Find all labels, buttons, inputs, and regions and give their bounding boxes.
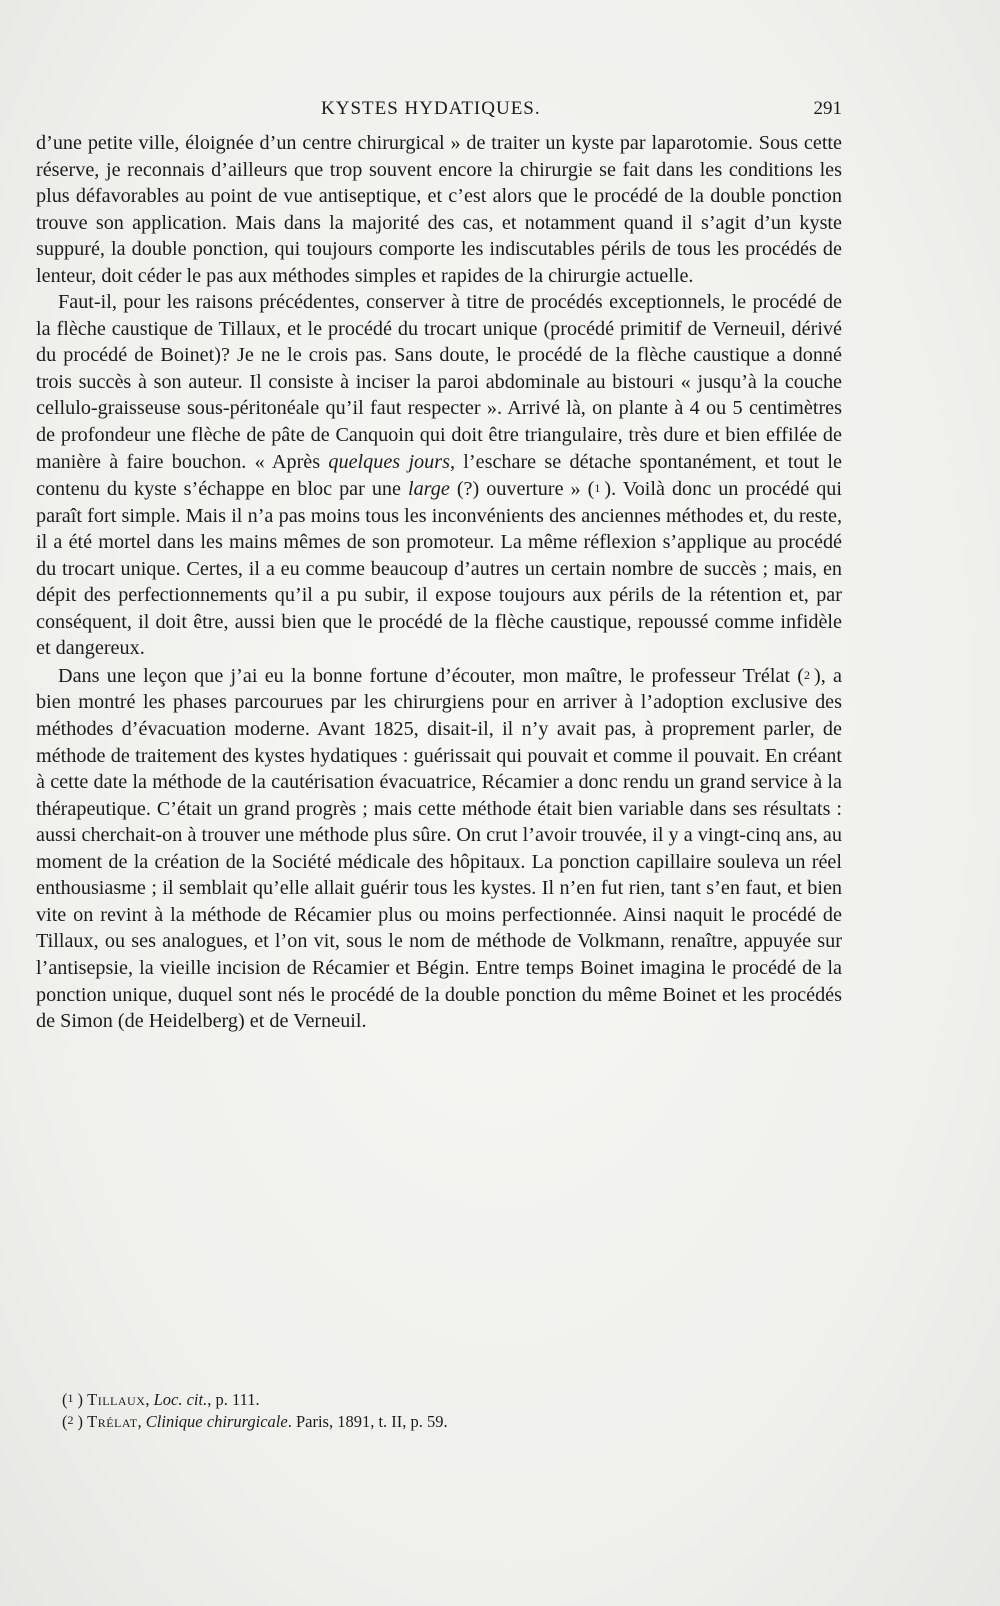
paragraph-2 (36, 289, 842, 662)
footnote-source: Loc. cit. (153, 1390, 208, 1409)
page-header (36, 98, 842, 128)
running-head: KYSTES HYDATIQUES. (321, 98, 541, 119)
paragraph-1 (36, 130, 842, 289)
footnote-1: ($^1$ ) Tillaux, Loc. cit., p. 111. (62, 1390, 260, 1409)
paragraph-text: ), a bien montré les phases parcourues par les chirurgiens pour en arriver à l’adoption exclusive des méthodes d’évacuation moderne. Avant 1825, disait-il, il n’y avait pas, à proprement parler, de méthode de traitement des kystes hydatiques : guérissait qui pouvait et comme il pouvait. En créant à cette date la méthode de la cautérisation évacuatrice, Récamier a donc rendu un grand service à la thérapeutique. C’était un grand progrès ; mais cette méthode était bien variable dans ses résultats : aussi cherchait-on à trouver une méthode plus sûre. On crut l’avoir trouvée, il y a vingt-cinq ans, au moment de la création de la Société médicale des hôpitaux. La ponction capillaire souleva un réel enthousiasme ; il semblait qu’elle allait guérir tous les kystes. Il n’en fut rien, tant s’en faut, et bien vite on revint à la méthode de Récamier plus ou moins perfectionnée. Ainsi naquit le procédé de Tillaux, ou ses analogues, et l’on vit, sous le nom de méthode de Volkmann, renaître, appuyée sur l’antisepsie, la vieille incision de Récamier et Bégin. Entre temps Boinet imagina le procédé de la ponction unique, duquel sont nés le procédé de la double ponction du même Boinet et les procédés de Simon (de Heidelberg) et de Verneuil. (36, 664, 842, 1033)
italic-text: large (407, 478, 450, 501)
paragraph-text: d’une petite ville, éloignée d’un centre chirurgical » de traiter un kyste par laparotomie. Sous cette réserve, je reconnais d’ailleurs que trop souvent encore la chirurgie se fait dans les conditions les plus défavorables au point de vue antiseptique, et c’est alors que le procédé de la double ponction trouve son application. Mais dans la majorité des cas, et notamment quand il s’agit d’un kyste suppuré, la double ponction, qui toujours comporte les indiscutables périls de tous les procédés de lenteur, doit céder le pas aux méthodes simples et rapides de la chirurgie actuelle. (36, 132, 842, 287)
footnote-author: Tillaux (87, 1390, 146, 1409)
footnote-reference: 1 (594, 481, 601, 496)
paragraph-text: ). Voilà donc un procédé qui paraît fort simple. Mais il n’a pas moins tous les inconvénients des anciennes méthodes et, du reste, il a été mortel dans les mains mêmes de son promoteur. La même réflexion s’applique au procédé du trocart unique. Certes, il a eu comme beaucoup d’autres un certain nombre de succès ; mais, en dépit des perfectionnements qu’il a pu subir, il expose toujours aux périls de la rétention et, par conséquent, il doit être, aussi bien que le procédé de la flèche caustique, repoussé comme infidèle et dangereux. (36, 478, 843, 660)
paragraph-3 (36, 662, 842, 1035)
footnote-source: Clinique chirurgicale (145, 1412, 288, 1431)
footnote-author: Trélat (87, 1412, 138, 1431)
italic-text: quelques jours (328, 450, 450, 473)
footnotes (62, 1388, 822, 1432)
paragraph-text: Faut-il, pour les raisons précédentes, conserver à titre de procédés exceptionnels, le procédé de la flèche caustique de Tillaux, et le procédé du trocart unique (procédé primitif de Verneuil, dérivé du procédé de Boinet)? Je ne le crois pas. Sans doute, le procédé de la flèche caustique a donné trois succès à son auteur. Il consiste à inciser la paroi abdominale au bistouri « jusqu’à la couche cellulo-graisseuse sous-péritonéale qu’il faut respecter ». Arrivé là, on plante à 4 ou 5 centimètres de profondeur une flèche de pâte de Canquoin qui doit être triangulaire, très dure et bien effilée de manière à faire bouchon. « Après (36, 291, 842, 473)
paragraph-text: , l’eschare se détache spontanément, et tout le contenu du kyste s’échappe en bloc par une (36, 450, 843, 501)
footnote-rest: . Paris, 1891, t. II, p. 59. (287, 1412, 448, 1431)
footnote-2: ($^2$ ) Trélat, Clinique chirurgicale. Paris, 1891, t. II, p. 59. (62, 1412, 448, 1431)
footnote-number: 2 (67, 1413, 74, 1427)
footnote-reference: 2 (804, 667, 810, 682)
paragraph-text: Dans une leçon que j’ai eu la bonne fortune d’écouter, mon maître, le professeur Trélat ( (58, 664, 804, 687)
paragraph-text: (?) ouverture » ( (449, 478, 595, 501)
footnote-number: 1 (67, 1391, 74, 1405)
body-text (36, 130, 842, 1035)
page-number: 291 (813, 98, 842, 119)
footnote-rest: , p. 111. (207, 1390, 260, 1409)
